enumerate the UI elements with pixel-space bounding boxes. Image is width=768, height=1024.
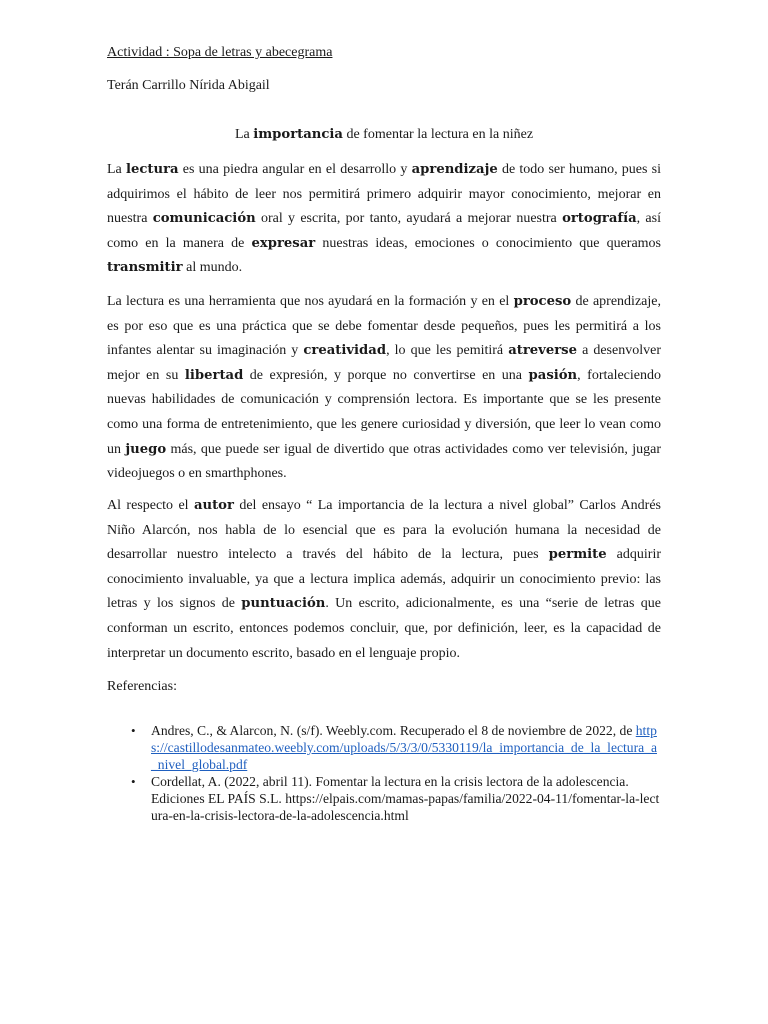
bold-keyword: atreverse [508, 343, 577, 359]
reference-link[interactable]: https://castillodesanmateo.weebly.com/uploads/5/3/3/0/5330119/la_importancia_de_la_lectura_a_nivel_global.pdf [151, 723, 657, 772]
paragraph-text: es una piedra angular en el desarrollo y [178, 162, 412, 177]
bold-keyword: libertad [184, 367, 244, 383]
bold-keyword: juego [125, 441, 167, 457]
bullet-icon: • [131, 723, 136, 738]
reference-text: Cordellat, A. (2022, abril 11). Fomentar la lectura en la crisis lectora de la adolescencia. Ediciones EL PAÍS S.L. [151, 774, 629, 806]
references-heading: Referencias: [107, 679, 177, 694]
author-name: Terán Carrillo Nírida Abigail [107, 78, 270, 93]
paragraph-text: del ensayo “ La importancia de la lectura a nivel global” Carlos Andrés Niño Alarcón, nos habla de lo esencial que es para la evolución humana la necesidad de desarrollar nuestro intelecto a través del hábito de la lectura, pues [107, 498, 661, 563]
paragraph-2 [107, 290, 661, 487]
paragraph-text: , fortaleciendo nuevas habilidades de comunicación y comprensión lectora. Es importante que se les presente como una forma de entretenimiento, que les genere curiosidad y diversión, que leer lo vean como un [107, 367, 662, 457]
paragraph-1 [107, 158, 661, 281]
reference-url: https://elpais.com/mamas-papas/familia/2022-04-11/fomentar-la-lectura-en-la-crisis-lectora-de-la-adolescencia.html [151, 791, 660, 823]
bold-keyword: expresar [251, 235, 316, 251]
reference-item [107, 722, 661, 773]
bold-keyword: creatividad [303, 343, 387, 359]
bold-keyword: aprendizaje [411, 162, 498, 177]
paragraph-text: de aprendizaje, es por eso que es una práctica que se debe fomentar desde pequeños, pues les permitirá a los infantes alentar su imaginación y [107, 294, 661, 359]
paragraph-3 [107, 494, 661, 666]
bold-keyword: permite [548, 547, 607, 563]
title-bold-word: importancia [253, 127, 343, 142]
reference-text: Andres, C., & Alarcon, N. (s/f). Weebly.com. Recuperado el 8 de noviembre de 2022, de [151, 723, 636, 738]
paragraph-text: al mundo. [182, 260, 243, 276]
paragraph-text: a desenvolver mejor en su [107, 343, 661, 383]
bullet-icon: • [131, 774, 136, 789]
title-text: La [234, 127, 254, 142]
bold-keyword: pasión [528, 367, 578, 383]
bold-keyword: comunicación [152, 211, 256, 227]
reference-item [107, 773, 661, 824]
bold-keyword: ortografía [562, 211, 637, 227]
paragraph-text: , así como en la manera de [107, 211, 661, 251]
bold-keyword: lectura [125, 162, 179, 177]
paragraph-text: La lectura es una herramienta que nos ayudará en la formación y en el [107, 294, 514, 309]
paragraph-text: nuestras ideas, emociones o conocimiento que queramos [315, 235, 662, 251]
bold-keyword: proceso [513, 294, 572, 309]
references-list [107, 722, 661, 824]
essay-title [107, 126, 661, 144]
bold-keyword: puntuación [241, 596, 326, 612]
paragraph-text: adquirir conocimiento invaluable, ya que a lectura implica además, adquirir un conocimiento previo: las letras y los signos de [107, 547, 661, 612]
paragraph-text: La [107, 162, 126, 177]
bold-keyword: autor [193, 498, 234, 513]
paragraph-text: oral y escrita, por tanto, ayudará a mejorar nuestra [255, 211, 563, 227]
paragraph-text: . Un escrito, adicionalmente, es una “serie de letras que conforman un escrito, entonces podemos concluir, que, por definición, leer, es la capacidad de interpretar un documento escrito, basado en el lenguaje propio. [107, 596, 661, 661]
activity-heading: Actividad : Sopa de letras y abecegrama [107, 45, 333, 60]
paragraph-text: de todo ser humano, pues si adquirimos el hábito de leer nos permitirá primero adquirir mayor conocimiento, mejorar en nuestra [107, 162, 662, 227]
paragraph-text: de expresión, y porque no convertirse en una [243, 367, 529, 383]
title-text: de fomentar la lectura en la niñez [342, 127, 534, 142]
paragraph-text: , lo que les pemitirá [386, 343, 509, 359]
paragraph-text: Al respecto el [107, 498, 194, 513]
paragraph-text: más, que puede ser igual de divertido que otras actividades como ver televisión, jugar videojuegos o en smarthphones. [107, 441, 661, 482]
bold-keyword: transmitir [107, 260, 183, 276]
